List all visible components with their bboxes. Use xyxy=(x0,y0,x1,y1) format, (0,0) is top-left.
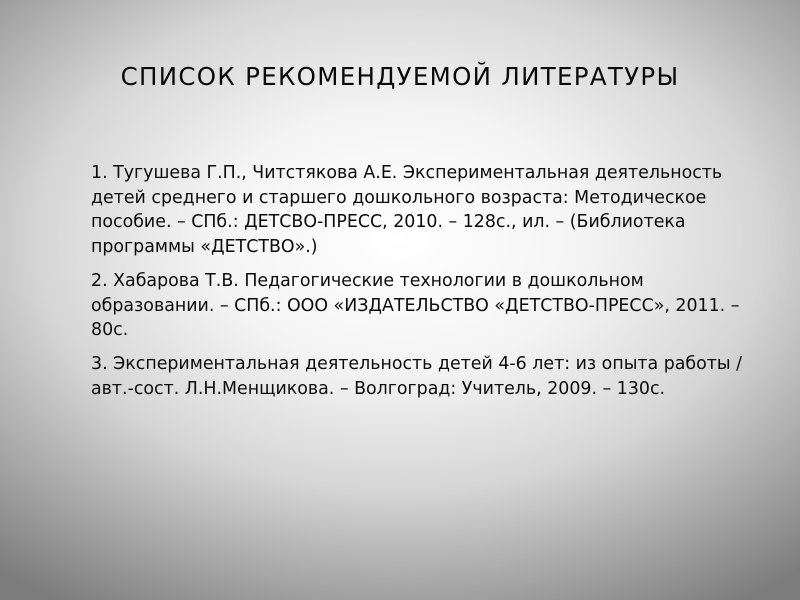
reference-item-3: 3. Экспериментальная деятельность детей 4-6 лет: из опыта работы / авт.-сост. Л.Н.Менщикова. – Волгоград: Учитель, 2009. – 130с. xyxy=(91,353,743,399)
reference-list xyxy=(91,161,751,410)
reference-item-2: 2. Хабарова Т.В. Педагогические технологии в дошкольном образовании. – СПб.: ООО «ИЗДАТЕЛЬСТВО «ДЕТСТВО-ПРЕСС», 2011. – 80с. xyxy=(91,270,740,341)
reference-item-1: 1. Тугушева Г.П., Читстякова А.Е. Экспериментальная деятельность детей среднего и старшего дошкольного возраста: Методическое пособие. – СПб.: ДЕТСВО-ПРЕСС, 2010. – 128с., ил. – (Библиотека программы «ДЕТСТВО».) xyxy=(91,163,723,258)
slide-title: СПИСОК РЕКОМЕНДУЕМОЙ ЛИТЕРАТУРЫ xyxy=(120,62,680,91)
